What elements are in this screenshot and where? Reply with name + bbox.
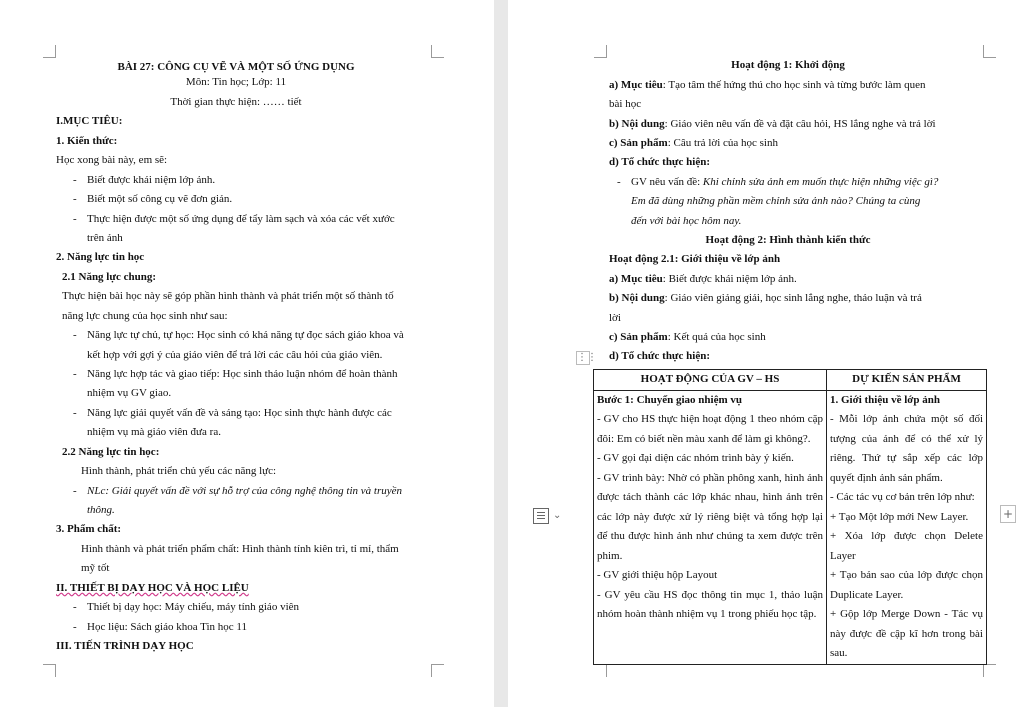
bullet-item-cont: trên ảnh [87, 232, 123, 244]
lesson-title: BÀI 27: CÔNG CỤ VẼ VÀ MỘT SỐ ỨNG DỤNG [117, 61, 355, 73]
margin-mark [594, 664, 607, 677]
bullet-item: - Học liệu: Sách giáo khoa Tin học 11 [87, 620, 247, 634]
paragraph: Thực hiện bài học này sẽ góp phần hình thành và phát triển một số thành tố [62, 290, 394, 302]
bullet-item: - Năng lực giải quyết vấn đề và sáng tạo: Học sinh thực hành được các [87, 406, 392, 420]
paragraph: b) Nội dung: Giáo viên giảng giải, học sinh lắng nghe, thảo luận và trả [609, 292, 922, 304]
subsection-heading: 2. Năng lực tin học [56, 251, 145, 263]
bullet-item: - NLc: Giải quyết vấn đề với sự hỗ trợ của công nghệ thông tin và truyền [87, 484, 402, 498]
table-header-product: DỰ KIẾN SẢN PHẨM [827, 370, 987, 391]
paragraph: mỹ tốt [81, 562, 110, 574]
paragraph: a) Mục tiêu: Tạo tâm thế hứng thú cho học sinh và từng bước làm quen [609, 79, 926, 91]
paragraph: lời [609, 312, 621, 324]
paragraph: c) Sản phẩm: Kết quả của học sinh [609, 331, 766, 343]
chevron-down-icon[interactable]: ⌄ [553, 510, 562, 521]
margin-mark [43, 664, 56, 677]
activity-heading: Hoạt động 1: Khởi động [731, 59, 845, 71]
paragraph: Hình thành và phát triển phẩm chất: Hình thành tính kiên trì, tỉ mỉ, thẩm [81, 543, 399, 555]
paragraph: bài học [609, 98, 642, 110]
bullet-item: - Biết một số công cụ vẽ đơn giản. [87, 192, 232, 206]
margin-mark [983, 664, 996, 677]
section-heading: II. THIẾT BỊ DẠY HỌC VÀ HỌC LIỆU [56, 582, 249, 594]
paragraph: c) Sản phẩm: Câu trả lời của học sinh [609, 137, 778, 149]
activity-table [593, 369, 987, 665]
lesson-time: Thời gian thực hiện: …… tiết [170, 96, 302, 108]
margin-mark [983, 45, 996, 58]
subsection-heading: 3. Phẩm chất: [56, 523, 122, 535]
bullet-item: - Thực hiện được một số ứng dụng để tẩy làm sạch và xóa các vết xước [87, 212, 395, 226]
paragraph: a) Mục tiêu: Biết được khái niệm lớp ảnh. [609, 273, 797, 285]
bullet-item-cont: đến với bài học hôm nay. [631, 215, 742, 227]
bullet-item: - Năng lực tự chủ, tự học: Học sinh có khả năng tự đọc sách giáo khoa và [87, 328, 404, 342]
table-add-column-icon[interactable]: + [1000, 505, 1016, 523]
bullet-item: - Năng lực hợp tác và giao tiếp: Học sinh thảo luận nhóm để hoàn thành [87, 367, 398, 381]
document-page-left [0, 0, 494, 707]
bullet-item-cont: nhiệm vụ mà giáo viên đưa ra. [87, 426, 221, 438]
bullet-item-cont: nhiệm vụ GV giao. [87, 387, 172, 399]
subsection-heading: 2.2 Năng lực tin học: [62, 446, 160, 458]
subsection-heading: 2.1 Năng lực chung: [62, 271, 156, 283]
table-move-handle-icon[interactable]: ⋮⋮ [577, 352, 597, 363]
layout-options-icon[interactable] [533, 508, 549, 524]
margin-mark [594, 45, 607, 58]
activity-heading: Hoạt động 2: Hình thành kiến thức [705, 234, 871, 246]
margin-mark [431, 664, 444, 677]
bullet-item-cont: Em đã dùng những phần mềm chỉnh sửa ảnh nào? Chúng ta cùng [631, 195, 921, 207]
paragraph: Hình thành, phát triển chủ yếu các năng lực: [81, 465, 277, 477]
bullet-item-cont: kết hợp với gợi ý của giáo viên để trả lời các câu hỏi của giáo viên. [87, 349, 383, 361]
margin-mark [431, 45, 444, 58]
subsection-heading: 1. Kiến thức: [56, 135, 118, 147]
table-header-activity: HOẠT ĐỘNG CỦA GV – HS [594, 370, 827, 391]
bullet-item: - GV nêu vấn đề: Khi chỉnh sửa ảnh em muốn thực hiện những việc gì? [631, 175, 938, 189]
paragraph: năng lực chung của học sinh như sau: [62, 310, 228, 322]
bullet-item-cont: thông. [87, 504, 115, 516]
bullet-item: - Biết được khái niệm lớp ảnh. [87, 173, 215, 187]
bullet-item: - Thiết bị dạy học: Máy chiếu, máy tính giáo viên [87, 600, 299, 614]
section-heading: I.MỤC TIÊU: [56, 115, 123, 127]
document-page-right [508, 0, 1021, 707]
paragraph: d) Tổ chức thực hiện: [609, 156, 711, 168]
table-cell-activity: Bước 1: Chuyển giao nhiệm vụ - GV cho HS thực hiện hoạt động 1 theo nhóm cặp đôi: Em có biết nền màu xanh để làm gì không?. - GV gọi đại diện các nhóm trình bày ý kiến. - GV trình bày: Nhờ có phần phông xanh, hình ảnh được tách thành các lớp khác nhau, hình ảnh trên các lớp này được xử lý riêng biệt và tổng hợp lại để thu được hình ảnh như chúng ta xem được trên phim. - GV giới thiệu hộp Layout - GV yêu cầu HS đọc thông tin mục 1, thảo luận nhóm hoàn thành nhiệm vụ 1 trong phiếu học tập. [594, 390, 827, 664]
paragraph: Học xong bài này, em sẽ: [56, 154, 168, 166]
subactivity-heading: Hoạt động 2.1: Giới thiệu về lớp ảnh [609, 253, 781, 265]
lesson-subject: Môn: Tin học; Lớp: 11 [185, 76, 287, 88]
section-heading: III. TIẾN TRÌNH DẠY HỌC [56, 640, 194, 652]
paragraph: b) Nội dung: Giáo viên nêu vấn đề và đặt câu hỏi, HS lắng nghe và trả lời [609, 118, 936, 130]
table-cell-product: 1. Giới thiệu về lớp ảnh - Mỗi lớp ảnh chứa một số đối tượng của ảnh để có thể xử lý riêng. Thứ tự sắp xếp các lớp quyết định ảnh sản phẩm. - Các tác vụ cơ bản trên lớp như: + Tạo Một lớp mới New Layer. + Xóa lớp được chọn Delete Layer + Tạo bản sao của lớp được chọn Duplicate Layer. + Gộp lớp Merge Down - Tác vụ này được đề cập kĩ hơn trong bài sau. [827, 390, 987, 664]
margin-mark [43, 45, 56, 58]
paragraph: d) Tổ chức thực hiện: [609, 350, 711, 362]
